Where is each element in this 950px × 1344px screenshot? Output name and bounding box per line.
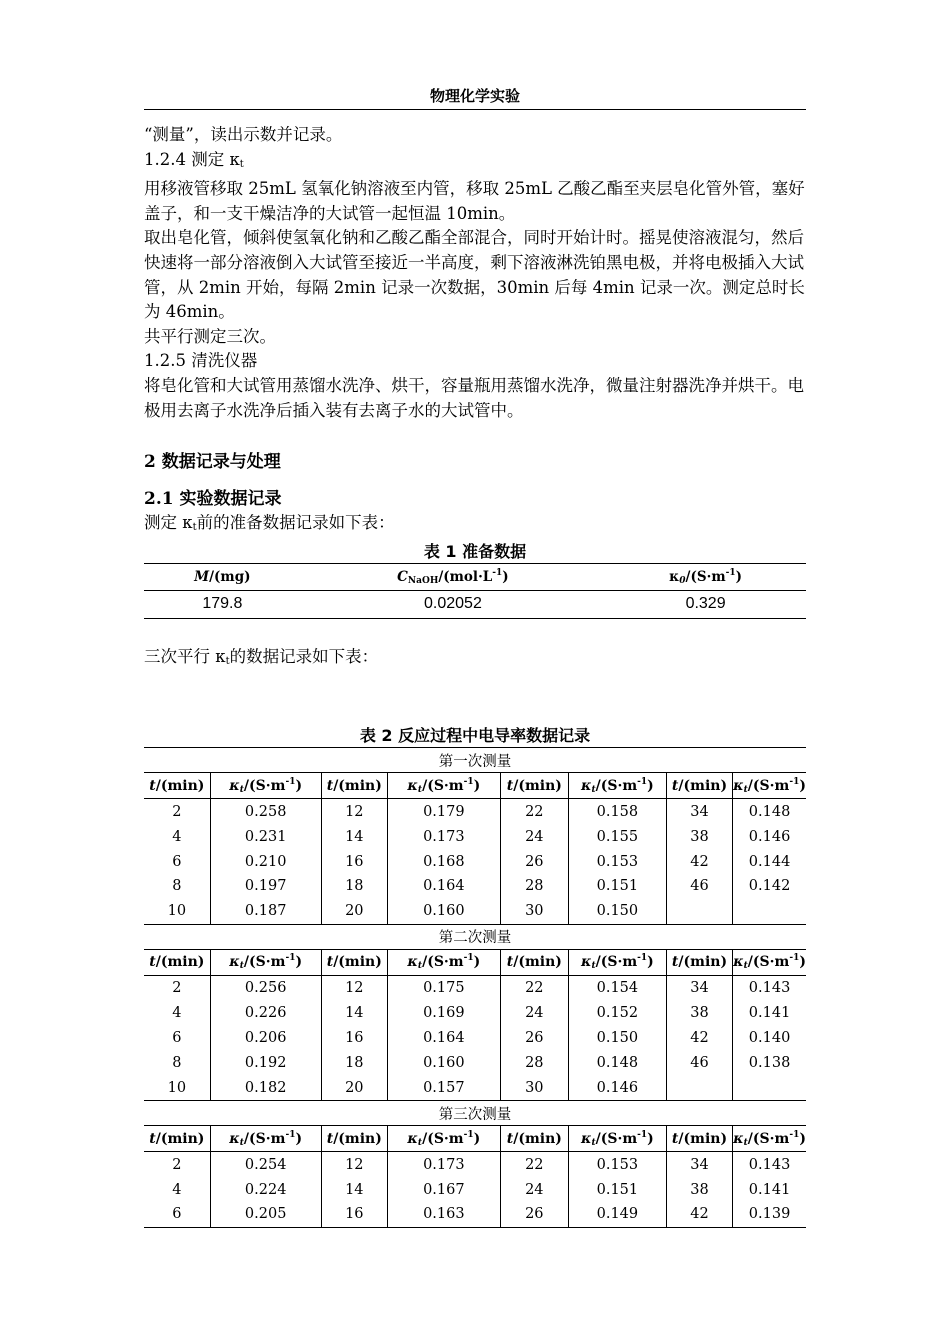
table2-cell: 4 <box>144 824 210 849</box>
table2-cell: 2 <box>144 1152 210 1177</box>
table2-cell: 46 <box>666 1050 732 1075</box>
measurement-group-title: 第二次测量 <box>144 924 806 949</box>
table2-cell: 0.192 <box>210 1050 321 1075</box>
table2-cell: 0.224 <box>210 1177 321 1202</box>
table1-cell: 0.02052 <box>424 595 482 613</box>
table2-cell: 38 <box>666 1001 732 1026</box>
table-row <box>144 1177 806 1202</box>
table2-caption: 表 2 反应过程中电导率数据记录 <box>359 726 591 746</box>
conductivity-column-header: $\kappa_t/(S\cdot m^{-1})$ <box>387 773 500 799</box>
conductivity-column-header: $\kappa_t/(S\cdot m^{-1})$ <box>210 949 321 975</box>
table2-cell: 0.205 <box>210 1202 321 1227</box>
table-row <box>144 1001 806 1026</box>
table1-cell: 0.329 <box>685 595 726 613</box>
table2-cell: 24 <box>500 824 568 849</box>
table2-cell: 0.142 <box>748 878 791 895</box>
table2-cell: 0.226 <box>210 1001 321 1026</box>
table2-cell: 30 <box>500 899 568 924</box>
table2-cell: 0.141 <box>748 1005 791 1022</box>
paragraph-continued: “测量”，读出示数并记录。 <box>144 125 343 144</box>
table2-cell: 12 <box>321 975 387 1000</box>
table2-cell: 16 <box>321 849 387 874</box>
body-text <box>144 123 806 423</box>
table-row <box>144 899 806 924</box>
conductivity-column-header: $\kappa_t/(S\cdot m^{-1})$ <box>733 773 806 799</box>
time-column-header: t/(min) <box>666 1126 732 1152</box>
table-1 <box>144 563 806 619</box>
table2-cell: 0.148 <box>568 1050 666 1075</box>
table2-cell: 0.143 <box>748 1156 791 1173</box>
table2-cell: 0.150 <box>568 1026 666 1051</box>
table2-cell <box>666 1075 732 1100</box>
table2-cell: 6 <box>144 849 210 874</box>
table-row <box>144 874 806 899</box>
table2-cell: 0.146 <box>568 1075 666 1100</box>
conductivity-column-header: $\kappa_t/(S\cdot m^{-1})$ <box>387 1126 500 1152</box>
table2-cell: 0.173 <box>387 824 500 849</box>
table2-cell: 4 <box>144 1001 210 1026</box>
table2-cell: 34 <box>666 975 732 1000</box>
table-row <box>144 590 806 618</box>
table2-cell <box>733 1075 806 1100</box>
table2-cell: 22 <box>500 1152 568 1177</box>
table2-cell: 0.148 <box>748 803 791 820</box>
table2-cell: 14 <box>321 824 387 849</box>
table2-cell: 14 <box>321 1177 387 1202</box>
table1-header-mass: M/(mg) <box>144 563 301 590</box>
table2-cell: 0.149 <box>568 1202 666 1227</box>
measurement-group-title-row <box>144 924 806 949</box>
table2-cell: 16 <box>321 1202 387 1227</box>
table2-cell: 42 <box>666 1202 732 1227</box>
table2-cell: 0.197 <box>210 874 321 899</box>
table2-cell: 0.254 <box>210 1152 321 1177</box>
table2-cell: 0.153 <box>568 1152 666 1177</box>
table2-cell: 30 <box>500 1075 568 1100</box>
table1-cell: 179.8 <box>202 595 243 613</box>
table2-cell: 0.231 <box>210 824 321 849</box>
paragraph-pipette: 用移液管移取 25mL 氢氧化钠溶液至内管，移取 25mL 乙酸乙酯至夹层皂化管外管，塞好盖子，和一支干燥洁净的大试管一起恒温 10min。 <box>144 179 805 223</box>
time-column-header: t/(min) <box>321 1126 387 1152</box>
table2-cell: 6 <box>144 1026 210 1051</box>
table2-cell: 0.155 <box>568 824 666 849</box>
time-column-header: t/(min) <box>666 773 732 799</box>
conductivity-column-header: $\kappa_t/(S\cdot m^{-1})$ <box>210 1126 321 1152</box>
table2-cell: 0.151 <box>568 1177 666 1202</box>
table1-header-kappa0: $\kappa_0/(S\cdot m^{-1})$ <box>605 563 806 590</box>
table2-cell: 8 <box>144 874 210 899</box>
section-heading-2-1: 2.1 实验数据记录 <box>144 489 282 510</box>
table2-header-row <box>144 949 806 975</box>
table2-cell: 34 <box>666 799 732 824</box>
table1-intro: 测定 κt前的准备数据记录如下表： <box>144 513 395 534</box>
time-column-header: t/(min) <box>500 773 568 799</box>
table2-cell: 0.154 <box>568 975 666 1000</box>
table2-cell: 42 <box>666 1026 732 1051</box>
conductivity-column-header: $\kappa_t/(S\cdot m^{-1})$ <box>568 949 666 975</box>
table2-cell: 12 <box>321 799 387 824</box>
table2-cell: 0.210 <box>210 849 321 874</box>
measurement-group-title-row <box>144 748 806 773</box>
table2-header-row <box>144 773 806 799</box>
table2-cell: 42 <box>666 849 732 874</box>
table-row <box>144 1202 806 1227</box>
time-column-header: t/(min) <box>144 1126 210 1152</box>
time-column-header: t/(min) <box>144 949 210 975</box>
table-row <box>144 824 806 849</box>
table2-cell: 24 <box>500 1177 568 1202</box>
table2-cell: 0.167 <box>387 1177 500 1202</box>
conductivity-column-header: $\kappa_t/(S\cdot m^{-1})$ <box>733 949 806 975</box>
conductivity-column-header: $\kappa_t/(S\cdot m^{-1})$ <box>387 949 500 975</box>
subsection-heading-1-2-5: 1.2.5 清洗仪器 <box>144 351 258 371</box>
time-column-header: t/(min) <box>500 1126 568 1152</box>
table-row <box>144 975 806 1000</box>
table2-cell: 26 <box>500 1202 568 1227</box>
conductivity-column-header: $\kappa_t/(S\cdot m^{-1})$ <box>733 1126 806 1152</box>
paragraph-repeat: 共平行测定三次。 <box>144 326 276 346</box>
paragraph-cleaning: 将皂化管和大试管用蒸馏水洗净、烘干，容量瓶用蒸馏水洗净，微量注射器洗净并烘干。电极用去离子水洗净后插入装有去离子水的大试管中。 <box>144 375 804 420</box>
table2-cell: 0.160 <box>387 899 500 924</box>
table2-cell: 2 <box>144 799 210 824</box>
table2-cell: 12 <box>321 1152 387 1177</box>
subsection-heading-1-2-4: 1.2.4 测定 κt <box>144 149 244 170</box>
conductivity-column-header: $\kappa_t/(S\cdot m^{-1})$ <box>210 773 321 799</box>
table2-cell: 16 <box>321 1026 387 1051</box>
table2-cell: 6 <box>144 1202 210 1227</box>
table2-cell: 0.164 <box>387 1026 500 1051</box>
table2-cell: 22 <box>500 799 568 824</box>
conductivity-column-header: $\kappa_t/(S\cdot m^{-1})$ <box>568 1126 666 1152</box>
table2-cell: 0.138 <box>748 1054 791 1071</box>
table2-cell: 38 <box>666 1177 732 1202</box>
table2-cell: 0.157 <box>387 1075 500 1100</box>
table2-cell: 0.163 <box>387 1202 500 1227</box>
table2-cell: 20 <box>321 899 387 924</box>
table2-cell: 0.158 <box>568 799 666 824</box>
table2-cell: 0.256 <box>210 975 321 1000</box>
table2-cell: 10 <box>144 1075 210 1100</box>
table2-cell: 26 <box>500 849 568 874</box>
time-column-header: t/(min) <box>666 949 732 975</box>
table-row <box>144 1050 806 1075</box>
table2-cell: 0.179 <box>387 799 500 824</box>
measurement-group-title: 第三次测量 <box>144 1101 806 1126</box>
table1-caption: 表 1 准备数据 <box>423 541 527 561</box>
table-row <box>144 799 806 824</box>
table2-cell: 0.143 <box>748 980 791 997</box>
table2-cell: 0.173 <box>387 1152 500 1177</box>
table2-cell: 24 <box>500 1001 568 1026</box>
table2-cell: 0.146 <box>748 828 791 845</box>
conductivity-column-header: $\kappa_t/(S\cdot m^{-1})$ <box>568 773 666 799</box>
table2-cell: 28 <box>500 1050 568 1075</box>
table2-cell: 0.144 <box>748 853 791 870</box>
table2-cell: 0.151 <box>568 874 666 899</box>
table2-cell: 22 <box>500 975 568 1000</box>
table2-header-row <box>144 1126 806 1152</box>
table2-cell: 46 <box>666 874 732 899</box>
table2-cell: 0.139 <box>748 1206 791 1223</box>
section-heading-2: 2 数据记录与处理 <box>144 452 281 473</box>
table2-cell: 34 <box>666 1152 732 1177</box>
measurement-group-title: 第一次测量 <box>144 748 806 773</box>
table2-cell <box>733 899 806 924</box>
time-column-header: t/(min) <box>321 773 387 799</box>
table2-cell: 18 <box>321 1050 387 1075</box>
table2-intro: 三次平行 κt的数据记录如下表： <box>144 646 379 667</box>
table2-cell: 0.152 <box>568 1001 666 1026</box>
table-row <box>144 1152 806 1177</box>
table2-cell: 0.169 <box>387 1001 500 1026</box>
table2-cell: 38 <box>666 824 732 849</box>
paragraph-procedure: 取出皂化管，倾斜使氢氧化钠和乙酸乙酯全部混合，同时开始计时。摇晃使溶液混匀，然后快速将一部分溶液倒入大试管至接近一半高度，剩下溶液淋洗铂黑电极，并将电极插入大试管，从 2min 开始，每隔 2min 记录一次数据，30min 后每 4min 记录一次。测定总时长为 46min。 <box>144 228 805 322</box>
table2-cell: 0.175 <box>387 975 500 1000</box>
table2-cell: 0.140 <box>748 1029 791 1046</box>
table2-cell: 0.164 <box>387 874 500 899</box>
time-column-header: t/(min) <box>321 949 387 975</box>
time-column-header: t/(min) <box>500 949 568 975</box>
table2-cell: 28 <box>500 874 568 899</box>
table2-cell: 14 <box>321 1001 387 1026</box>
table2-cell: 0.153 <box>568 849 666 874</box>
table2-cell: 26 <box>500 1026 568 1051</box>
table-row <box>144 1075 806 1100</box>
table2-cell: 2 <box>144 975 210 1000</box>
table2-cell: 18 <box>321 874 387 899</box>
table1-header-concentration: $C_{NaOH}/(mol\cdot L^{-1})$ <box>301 563 606 590</box>
time-column-header: t/(min) <box>144 773 210 799</box>
table2-cell: 0.168 <box>387 849 500 874</box>
table2-cell: 0.182 <box>210 1075 321 1100</box>
table2-cell: 20 <box>321 1075 387 1100</box>
table2-cell: 0.160 <box>387 1050 500 1075</box>
measurement-group-title-row <box>144 1101 806 1126</box>
table2-cell: 10 <box>144 899 210 924</box>
table2-cell: 8 <box>144 1050 210 1075</box>
table-row <box>144 1026 806 1051</box>
table2-cell: 0.258 <box>210 799 321 824</box>
table-2 <box>144 747 806 1228</box>
table2-cell: 0.187 <box>210 899 321 924</box>
running-header: 物理化学实验 <box>144 86 806 110</box>
table2-cell: 0.150 <box>568 899 666 924</box>
table2-cell: 0.141 <box>748 1181 791 1198</box>
table2-cell <box>666 899 732 924</box>
document-page <box>144 86 806 1228</box>
table2-cell: 0.206 <box>210 1026 321 1051</box>
table-row <box>144 849 806 874</box>
table2-cell: 4 <box>144 1177 210 1202</box>
